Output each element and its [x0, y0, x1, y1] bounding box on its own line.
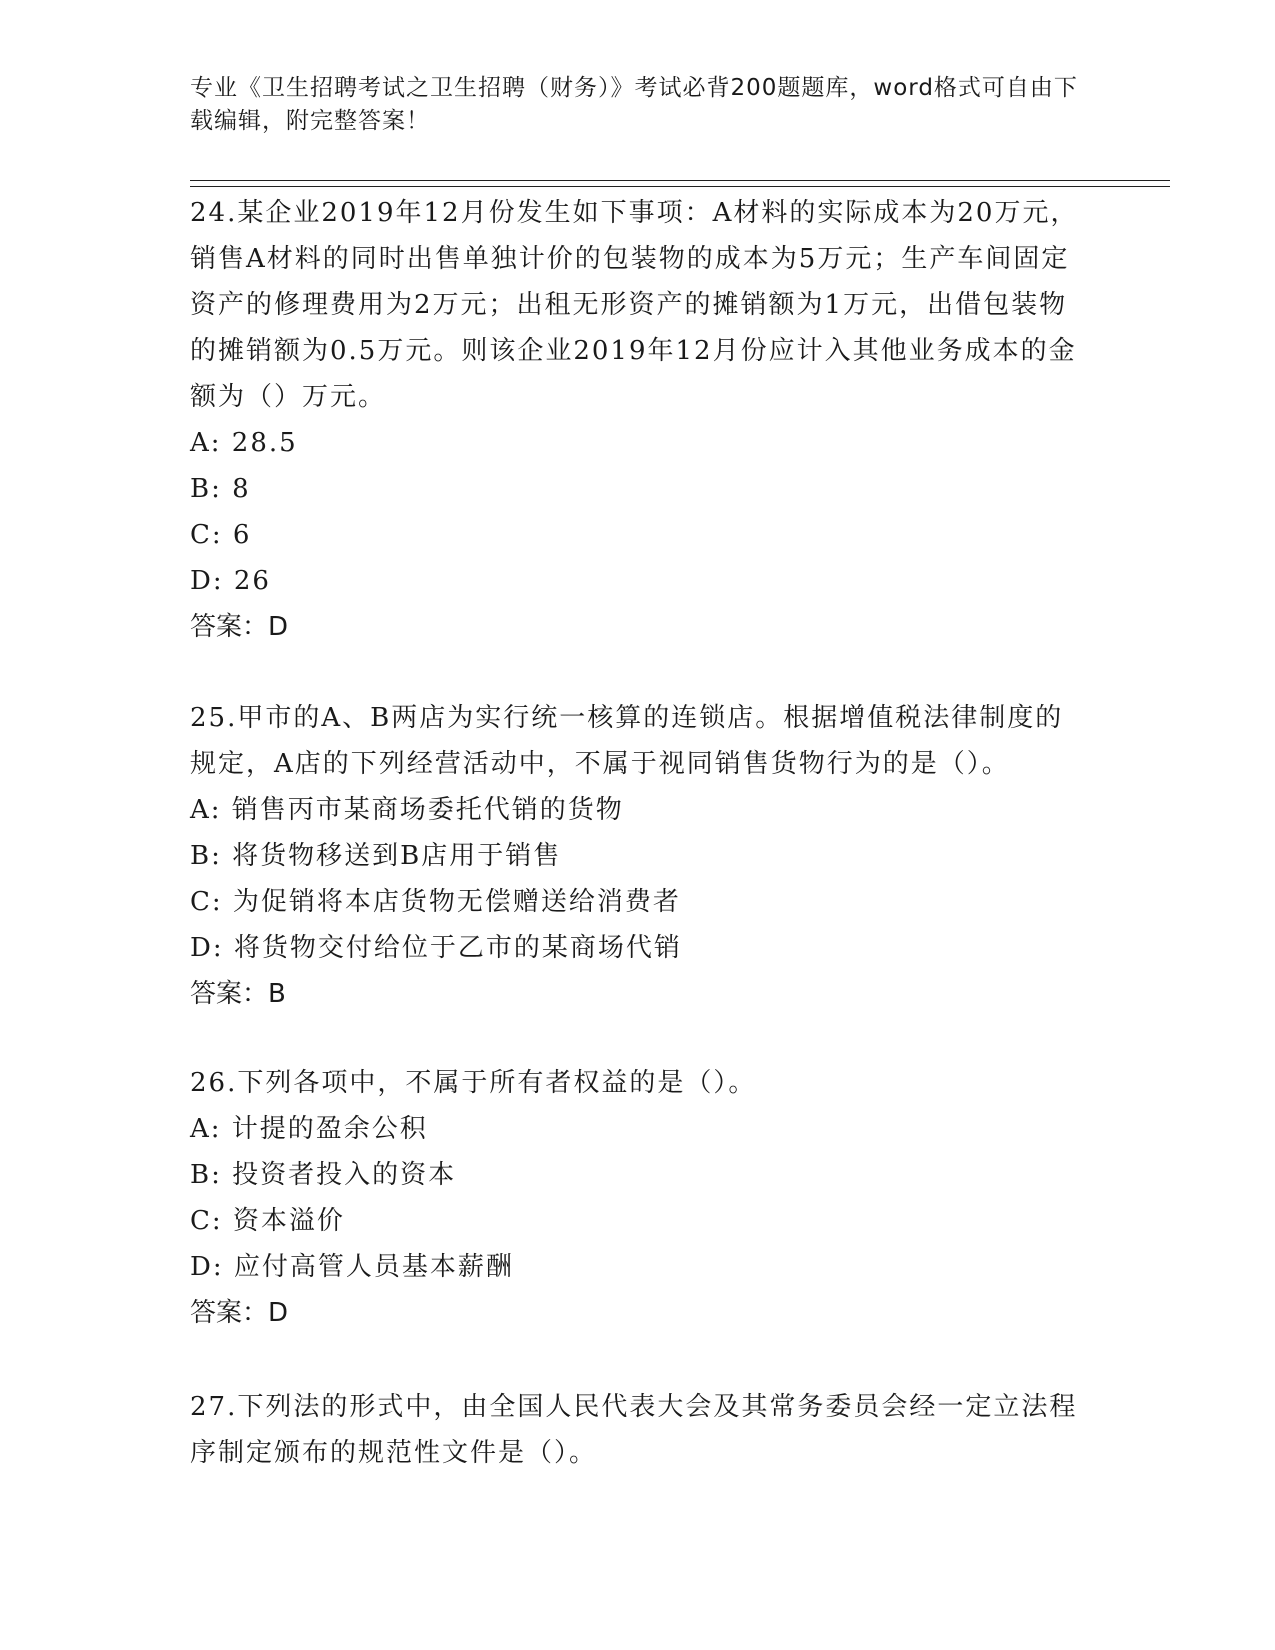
answer: 答案：B — [190, 979, 286, 1009]
question-24 — [190, 190, 1090, 650]
answer: 答案：D — [190, 612, 289, 642]
option-d: D: 26 — [190, 566, 271, 596]
option-d: D: 应付高管人员基本薪酬 — [190, 1252, 514, 1282]
document-header: 专业《卫生招聘考试之卫生招聘（财务）》考试必背200题题库，word格式可自由下载编辑，附完整答案！ — [190, 75, 1078, 134]
option-b: B: 投资者投入的资本 — [190, 1160, 457, 1190]
option-c: C: 6 — [190, 520, 252, 550]
option-a: A: 计提的盈余公积 — [190, 1114, 428, 1144]
option-a: A: 销售丙市某商场委托代销的货物 — [190, 795, 624, 825]
question-stem: 26.下列各项中，不属于所有者权益的是（）。 — [190, 1068, 757, 1098]
option-d: D: 将货物交付给位于乙市的某商场代销 — [190, 933, 682, 963]
header-divider-bottom — [190, 186, 1170, 187]
option-b: B: 8 — [190, 474, 251, 504]
question-25 — [190, 695, 1090, 1017]
question-stem: 27.下列法的形式中，由全国人民代表大会及其常务委员会经一定立法程序制定颁布的规范性文件是（）。 — [190, 1392, 1078, 1468]
question-27 — [190, 1384, 1090, 1476]
option-c: C: 资本溢价 — [190, 1206, 345, 1236]
question-26 — [190, 1060, 1090, 1336]
answer: 答案：D — [190, 1298, 289, 1328]
question-stem: 24.某企业2019年12月份发生如下事项：A材料的实际成本为20万元，销售A材料的同时出售单独计价的包装物的成本为5万元；生产车间固定资产的修理费用为2万元；出租无形资产的摊销额为1万元，出借包装物的摊销额为0.5万元。则该企业2019年12月份应计入其他业务成本的金额为（）万元。 — [190, 198, 1079, 412]
option-b: B: 将货物移送到B店用于销售 — [190, 841, 562, 871]
question-stem: 25.甲市的A、B两店为实行统一核算的连锁店。根据增值税法律制度的规定，A店的下列经营活动中，不属于视同销售货物行为的是（）。 — [190, 703, 1064, 779]
option-c: C: 为促销将本店货物无偿赠送给消费者 — [190, 887, 681, 917]
option-a: A: 28.5 — [190, 428, 298, 458]
header-divider-top — [190, 180, 1170, 181]
